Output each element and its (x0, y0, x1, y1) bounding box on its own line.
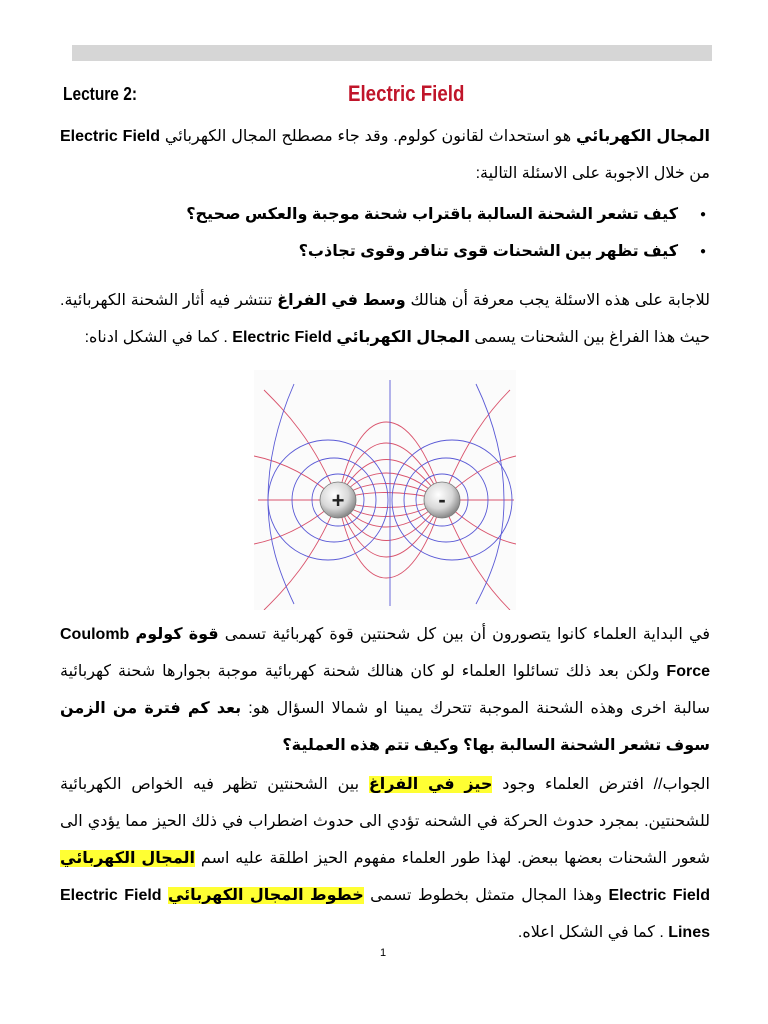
coulomb-paragraph: في البداية العلماء كانوا يتصورون أن بين كل شحنتين قوة كهربائية تسمى قوة كولوم Coulomb Force ولكن بعد ذلك تسائلوا العلماء لو كان هنالك شحنة كهربائية موجبة بجوارها شحنة كهربائية سالبة اخرى وهذه الشحنة الموجبة تتحرك يمينا او شمالا السؤال هو: بعد كم فترة من الزمن سوف تشعر الشحنة السالبة بها؟ وكيف تتم هذه العملية؟ (60, 626, 710, 754)
answer-paragraph: الجواب// افترض العلماء وجود حيز في الفراغ بين الشحنتين تظهر فيه الخواص الكهربائية للشحنتين. بمجرد حدوث الحركة في الشحنه تؤدي الى حدوث اضطراب في ذلك الحيز مما يؤدي الى شعور الشحنات بعضها ببعض. لهذا طور العلماء مفهوم الحيز اطلقة عليه اسم المجال الكهربائي Electric Field وهذا المجال متمثل بخطوط تسمى خطوط المجال الكهربائي Electric Field Lines . كما في الشكل اعلاه. (60, 776, 711, 941)
list-item: كيف تشعر الشحنة السالبة باقتراب شحنة موجبة والعكس صحيح؟ ● (60, 196, 678, 233)
answer-intro-paragraph: للاجابة على هذه الاسئلة يجب معرفة أن هنالك وسط في الفراغ تنتشر فيه أثار الشحنة الكهربائية. حيث هذا الفراغ بين الشحنات يسمى المجال الكهربائي Electric Field . كما في الشكل ادناه: (60, 292, 711, 346)
electric-field-diagram (254, 370, 516, 610)
page-number: 1 (380, 947, 387, 959)
question-list (60, 196, 678, 270)
page-title: Electric Field (348, 81, 465, 106)
list-item: كيف تظهر بين الشحنات قوى تنافر وقوى تجاذب؟ ● (60, 233, 678, 270)
highlight: حيز في الفراغ (368, 776, 493, 793)
header-rule (72, 45, 712, 61)
lecture-label: Lecture 2: (63, 84, 137, 104)
intro-paragraph: المجال الكهربائي هو استحداث لقانون كولوم. وقد جاء مصطلح المجال الكهربائي Electric Field من خلال الاجوبة على الاسئلة التالية: (60, 128, 711, 182)
highlight: المجال الكهربائي (60, 850, 196, 867)
term-electric-field-en: Electric Field (60, 128, 161, 145)
positive-charge-label: + (331, 488, 345, 513)
negative-charge-label: - (438, 487, 446, 512)
term-electric-field-ar: المجال الكهربائي (576, 128, 711, 145)
highlight: خطوط المجال الكهربائي (167, 887, 364, 904)
